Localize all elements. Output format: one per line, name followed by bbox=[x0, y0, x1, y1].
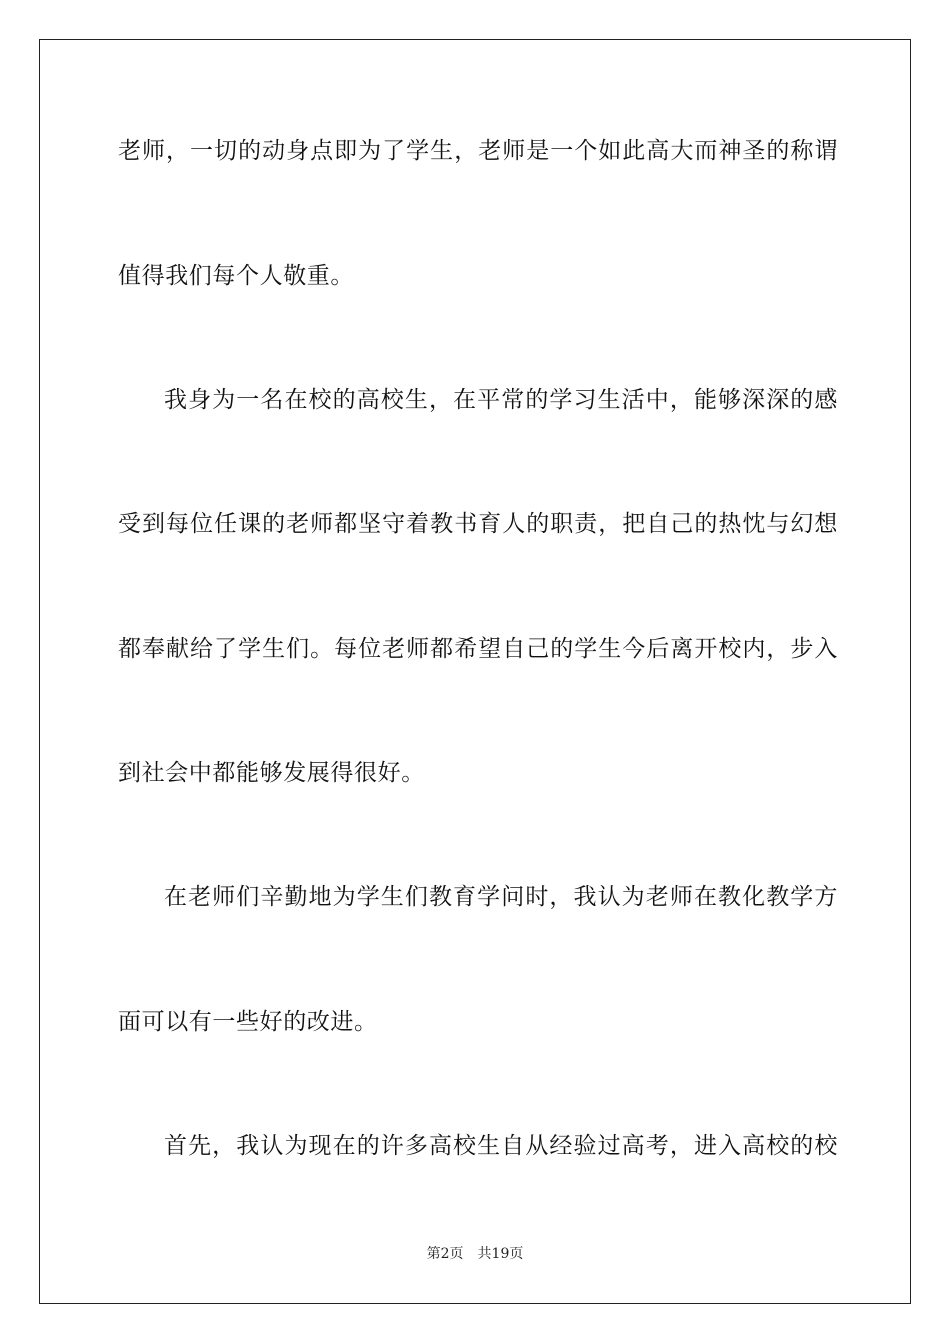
text-line: 在老师们辛勤地为学生们教育学问时，我认为老师在教化教学方 bbox=[164, 884, 838, 910]
text-line: 都奉献给了学生们。每位老师都希望自己的学生今后离开校内，步入 bbox=[118, 636, 838, 662]
text-line: 老师，一切的动身点即为了学生，老师是一个如此高大而神圣的称谓 bbox=[118, 138, 838, 164]
page-total: 共19页 bbox=[477, 1246, 524, 1262]
text-line: 到社会中都能够发展得很好。 bbox=[118, 760, 425, 786]
page-border bbox=[39, 39, 911, 1304]
text-line: 受到每位任课的老师都坚守着教书育人的职责，把自己的热忱与幻想 bbox=[118, 511, 838, 537]
page-number: 第2页 bbox=[426, 1246, 464, 1262]
text-line: 值得我们每个人敬重。 bbox=[118, 263, 354, 289]
text-line: 面可以有一些好的改进。 bbox=[118, 1009, 378, 1035]
text-line: 首先，我认为现在的许多高校生自从经验过高考，进入高校的校 bbox=[164, 1133, 838, 1159]
text-line: 我身为一名在校的高校生，在平常的学习生活中，能够深深的感 bbox=[164, 387, 838, 413]
page-footer bbox=[0, 1244, 950, 1264]
